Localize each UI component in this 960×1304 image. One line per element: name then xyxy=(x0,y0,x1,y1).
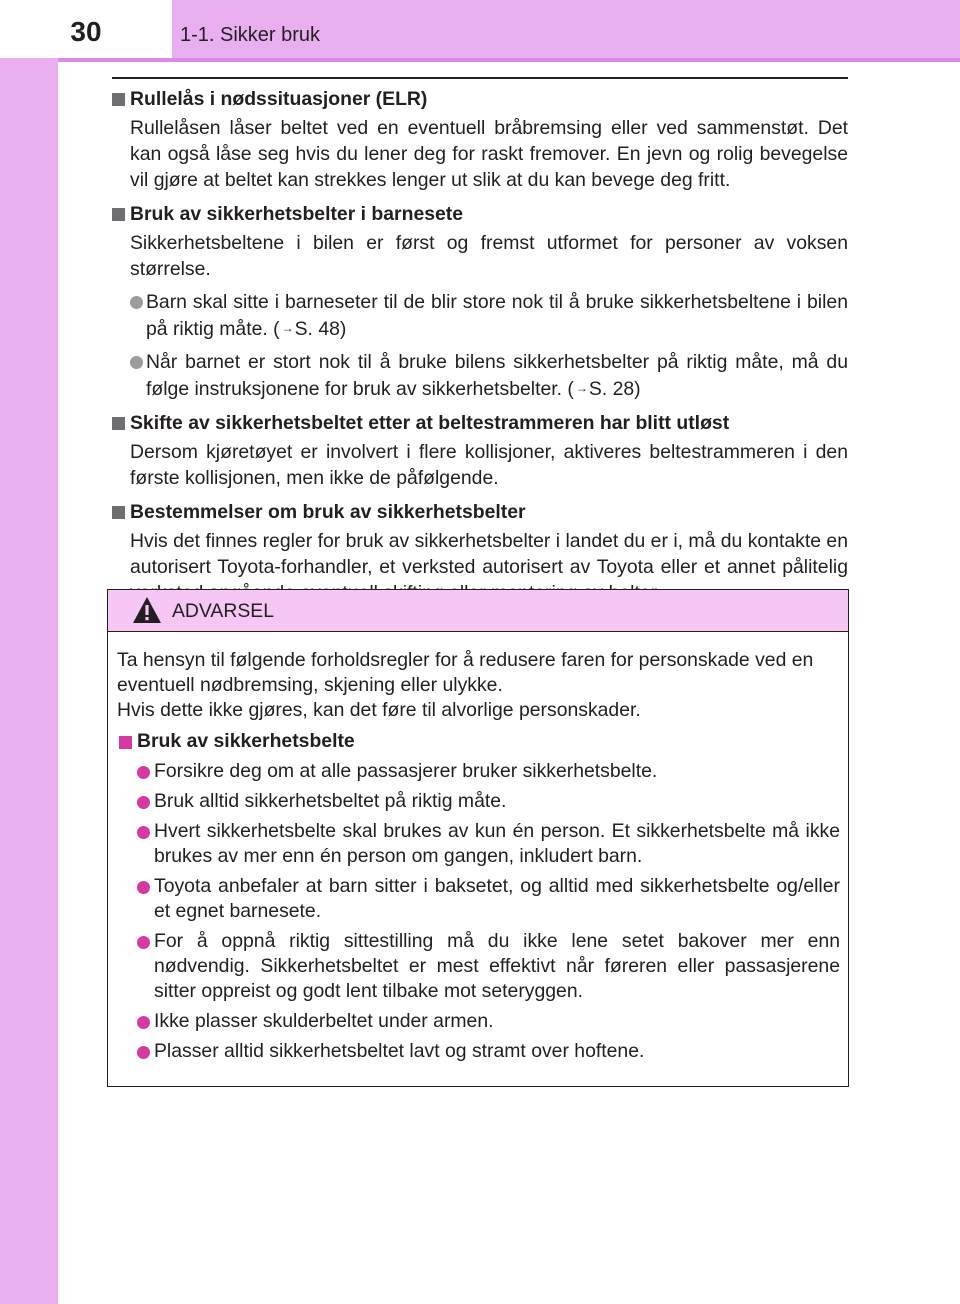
circle-bullet-icon xyxy=(130,356,143,369)
warning-intro-consequence: Hvis dette ikke gjøres, kan det føre til alvorlige personskader. xyxy=(117,699,641,721)
circle-bullet-icon xyxy=(137,1016,150,1029)
circle-bullet-icon xyxy=(137,936,150,949)
page-number: 30 xyxy=(0,0,172,58)
section-heading: Skifte av sikkerhetsbeltet etter at beltestrammeren har blitt utløst xyxy=(130,412,730,434)
section-elr xyxy=(110,86,848,193)
circle-bullet-icon xyxy=(137,1046,150,1059)
section-text: Rullelåsen låser beltet ved en eventuell bråbremsing eller ved sammenstøt. Det kan også låse seg hvis du lener deg for raskt fremover. En jevn og rolig bevegelse vil gjøre at beltet kan strekkes lenger ut slik at du kan bevege deg fritt. xyxy=(130,117,848,191)
circle-bullet-icon xyxy=(137,766,150,779)
circle-bullet-icon xyxy=(137,826,150,839)
arrow-right-icon: → xyxy=(281,321,294,335)
list-item: Bruk alltid sikkerhetsbeltet på riktig måte. xyxy=(117,789,840,814)
section-text: Hvis det finnes regler for bruk av sikkerhetsbelter i landet du er i, må du kontakte en autorisert Toyota-forhandler, et verksted autorisert av Toyota eller et annet pålitelig xyxy=(130,530,848,578)
main-content xyxy=(110,86,848,614)
section-child-seat xyxy=(110,201,848,402)
section-text: Dersom kjøretøyet er involvert i flere kollisjoner, aktiveres beltestrammeren i den første kollisjonen, men ikke de påfølgende. xyxy=(130,441,848,489)
square-bullet-icon xyxy=(112,417,125,430)
circle-bullet-icon xyxy=(137,796,150,809)
list-item: Plasser alltid sikkerhetsbeltet lavt og stramt over hoftene. xyxy=(117,1039,840,1064)
sidebar-strip xyxy=(0,0,58,1304)
section-pretensioner xyxy=(110,410,848,491)
circle-bullet-icon xyxy=(137,881,150,894)
page-reference-link[interactable]: S. 48) xyxy=(294,318,347,340)
warning-triangle-icon xyxy=(132,596,162,624)
section-heading: Bestemmelser om bruk av sikkerhetsbelter xyxy=(130,501,526,523)
square-bullet-icon xyxy=(112,93,125,106)
warning-body xyxy=(117,648,840,1064)
page-reference-link[interactable]: S. 28) xyxy=(588,378,641,400)
warning-header xyxy=(108,590,848,632)
warning-intro: Ta hensyn til følgende forholdsregler for å redusere faren for personskade ved en eventuell nødbremsing, skjening eller ulykke. xyxy=(117,649,814,696)
square-bullet-icon xyxy=(112,208,125,221)
arrow-right-icon: → xyxy=(575,381,588,395)
section-heading: Bruk av sikkerhetsbelter i barnesete xyxy=(130,203,464,225)
list-item: Ikke plasser skulderbeltet under armen. xyxy=(117,1009,840,1034)
warning-box xyxy=(107,589,849,1087)
warning-subheading: Bruk av sikkerhetsbelte xyxy=(137,730,355,752)
content-rule xyxy=(112,77,848,79)
list-item: Barn skal sitte i barneseter til de blir store nok til å bruke sikkerhetsbeltene i bilen på riktig måte. ( →S. 48) xyxy=(110,289,848,342)
section-heading: Rullelås i nødssituasjoner (ELR) xyxy=(130,88,428,110)
section-title: 1-1. Sikker bruk xyxy=(180,24,321,46)
circle-bullet-icon xyxy=(130,296,143,309)
list-item: Forsikre deg om at alle passasjerer bruker sikkerhetsbelte. xyxy=(117,759,840,784)
square-bullet-icon xyxy=(112,506,125,519)
section-text: Sikkerhetsbeltene i bilen er først og fremst utformet for personer av voksen størrelse. xyxy=(130,232,848,280)
list-item: Hvert sikkerhetsbelte skal brukes av kun én person. Et sikkerhetsbelte må ikke brukes av mer enn én person om gangen, inkludert barn. xyxy=(117,819,840,869)
header-divider xyxy=(58,58,960,62)
list-item: Når barnet er stort nok til å bruke bilens sikkerhetsbelter på riktig måte, må du følge instruksjonene for bruk av sikkerhetsbelter. ( →S. 28) xyxy=(110,349,848,402)
warning-title: ADVARSEL xyxy=(172,600,275,622)
square-bullet-icon xyxy=(119,736,132,749)
list-item: Toyota anbefaler at barn sitter i baksetet, og alltid med sikkerhetsbelte og/eller et egnet barnesete. xyxy=(117,874,840,924)
list-item: For å oppnå riktig sittestilling må du ikke lene setet bakover mer enn nødvendig. Sikkerhetsbeltet er mest effektivt når føreren eller passasjerene sitter oppreist og godt lent tilbake mot seteryggen. xyxy=(117,929,840,1004)
